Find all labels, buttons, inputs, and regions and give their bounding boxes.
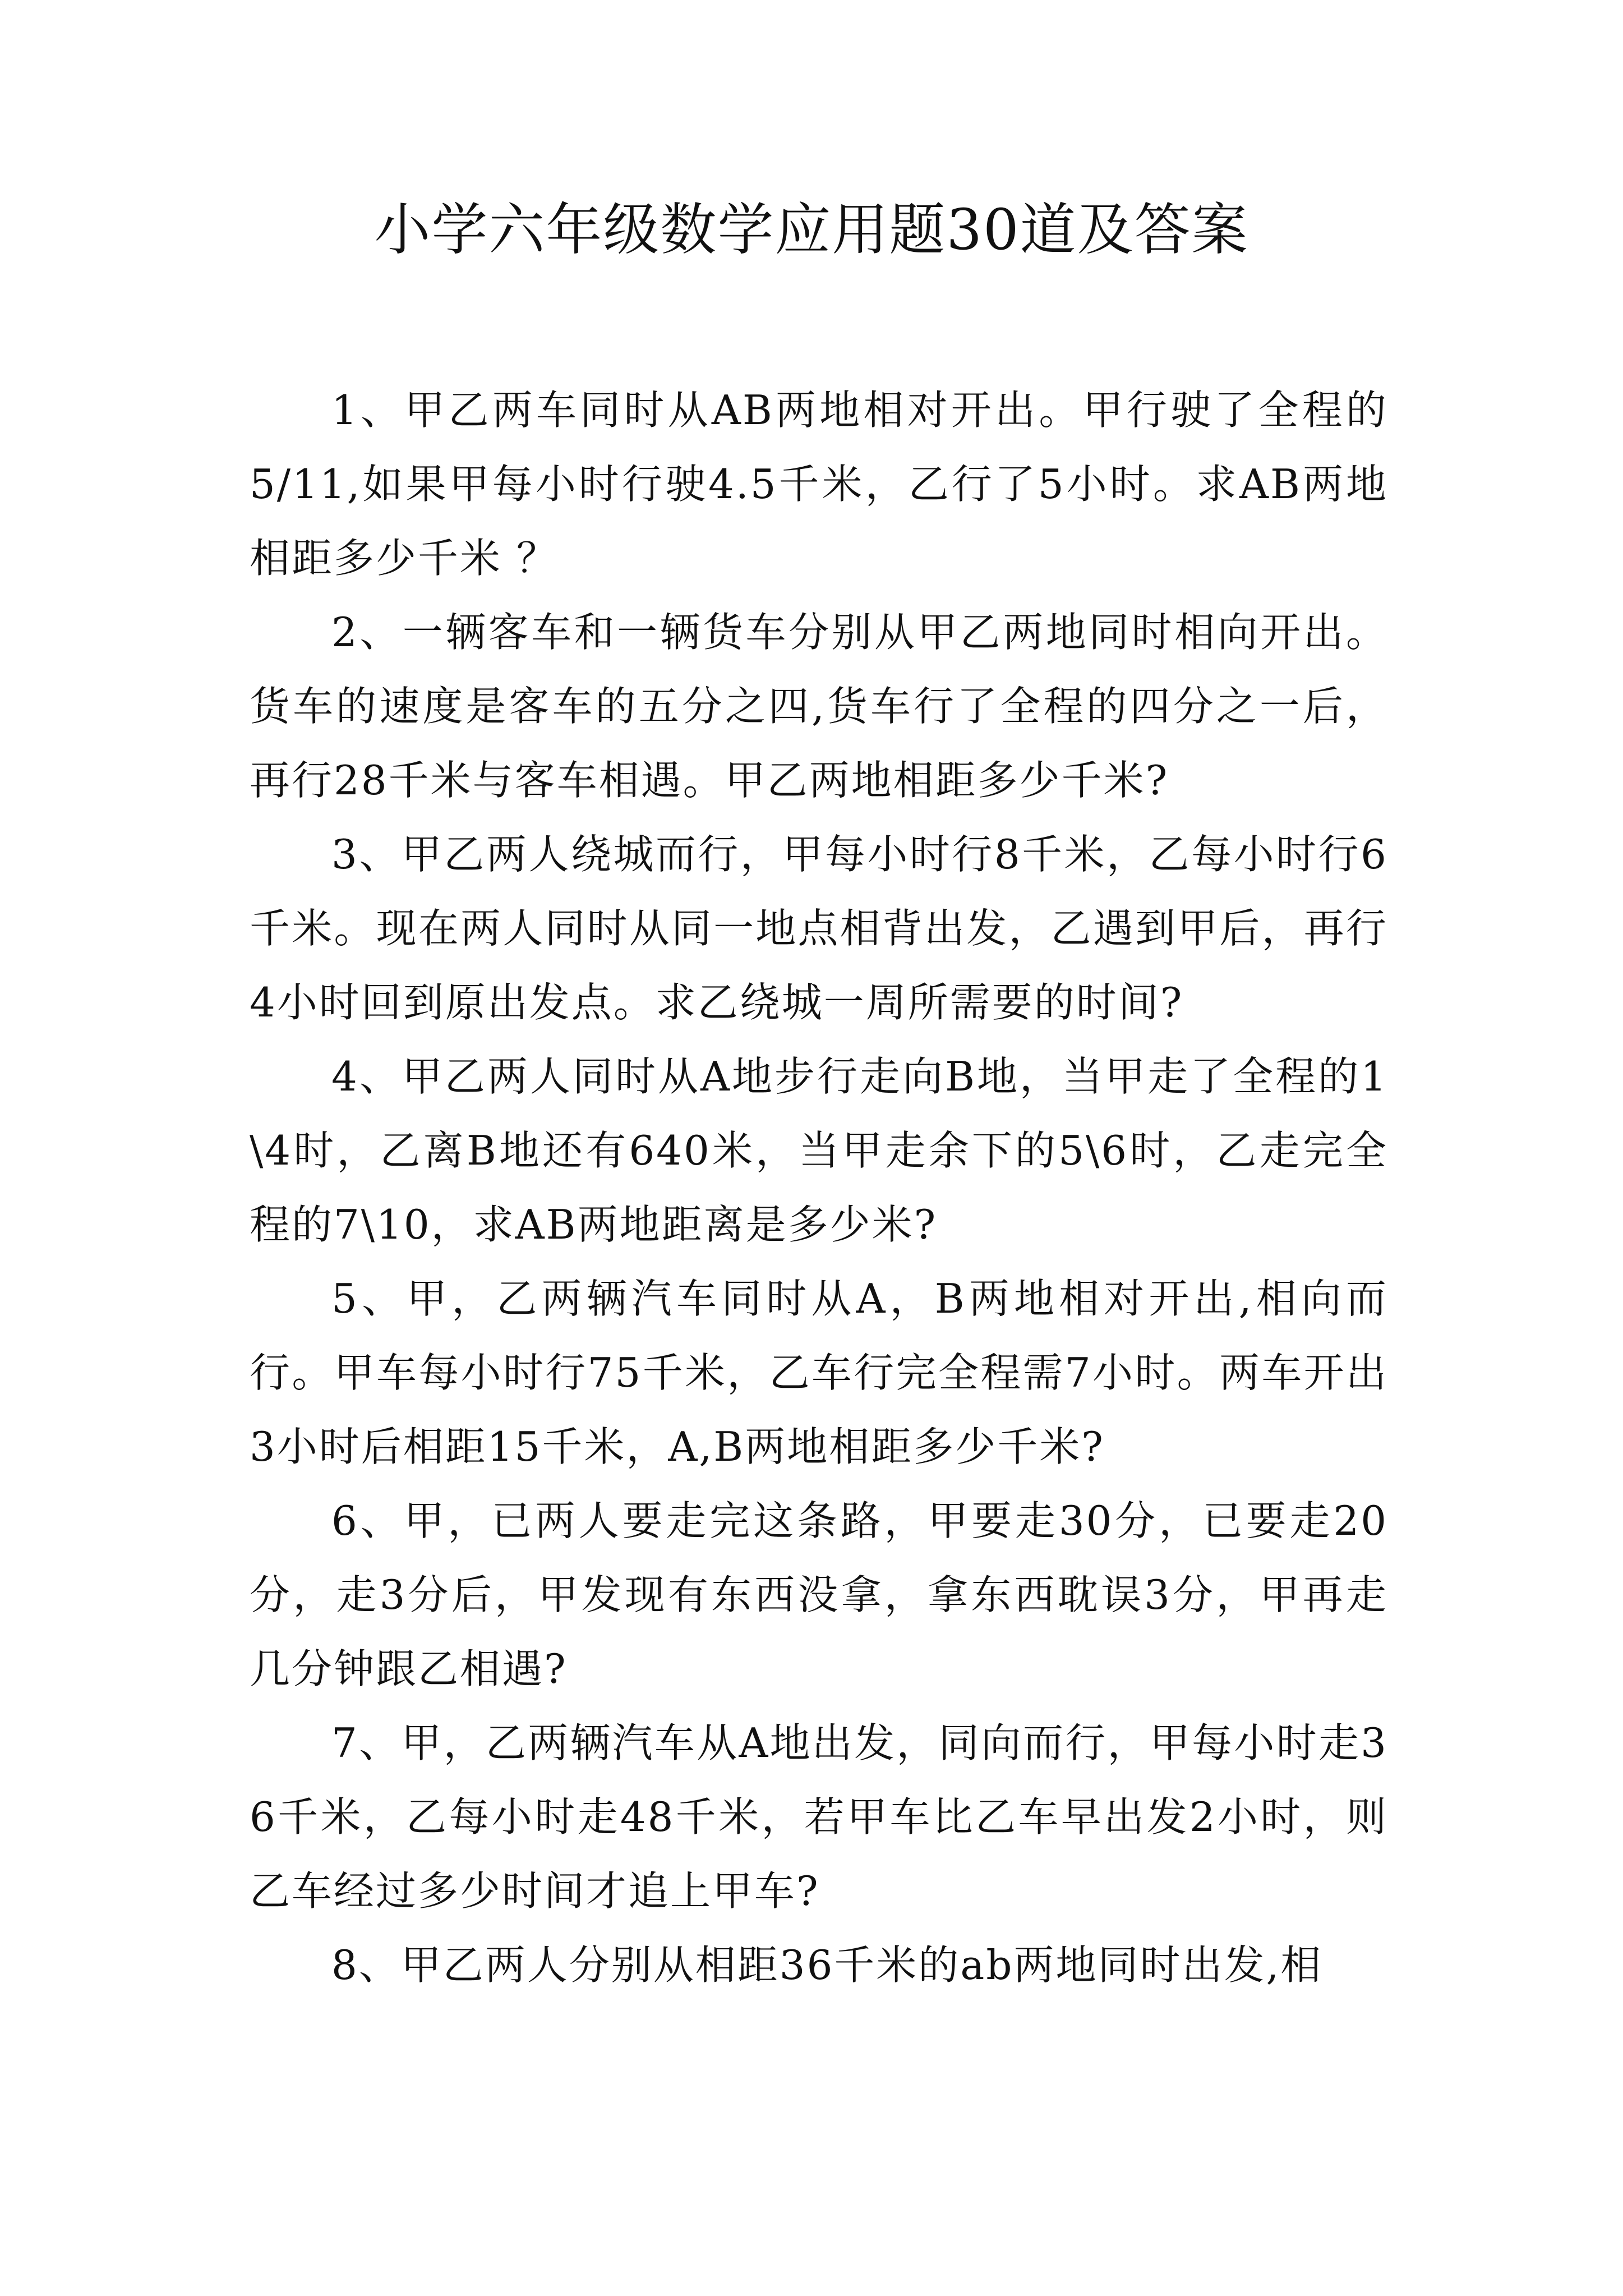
question-6: 6、甲，已两人要走完这条路，甲要走30分，已要走20分，走3分后，甲发现有东西没拿，拿东西耽误3分，甲再走几分钟跟乙相遇? xyxy=(250,1497,1388,1692)
question-5: 5、甲，乙两辆汽车同时从A，B两地相对开出,相向而行。甲车每小时行75千米，乙车行完全程需7小时。两车开出3小时后相距15千米，A,B两地相距多少千米? xyxy=(250,1275,1388,1470)
question-7: 7、甲，乙两辆汽车从A地出发，同向而行，甲每小时走36千米，乙每小时走48千米，若甲车比乙车早出发2小时，则乙车经过多少时间才追上甲车? xyxy=(250,1719,1388,1915)
question-2: 2、一辆客车和一辆货车分别从甲乙两地同时相向开出。货车的速度是客车的五分之四,货车行了全程的四分之一后，再行28千米与客车相遇。甲乙两地相距多少千米? xyxy=(250,609,1388,804)
document-title: 小学六年级数学应用题30道及答案 xyxy=(374,197,1249,263)
question-list xyxy=(250,373,1388,2002)
question-1: 1、甲乙两车同时从AB两地相对开出。甲行驶了全程的5/11,如果甲每小时行驶4.5千米，乙行了5小时。求AB两地相距多少千米 ？ xyxy=(250,386,1388,582)
question-4: 4、甲乙两人同时从A地步行走向B地，当甲走了全程的1\4时，乙离B地还有640米，当甲走余下的5\6时，乙走完全程的7\10，求AB两地距离是多少米? xyxy=(250,1053,1388,1248)
question-3: 3、甲乙两人绕城而行，甲每小时行8千米，乙每小时行6千米。现在两人同时从同一地点相背出发，乙遇到甲后，再行4小时回到原出发点。求乙绕城一周所需要的时间? xyxy=(250,831,1388,1026)
question-8: 8、甲乙两人分别从相距36千米的ab两地同时出发,相 xyxy=(331,1941,1323,1989)
